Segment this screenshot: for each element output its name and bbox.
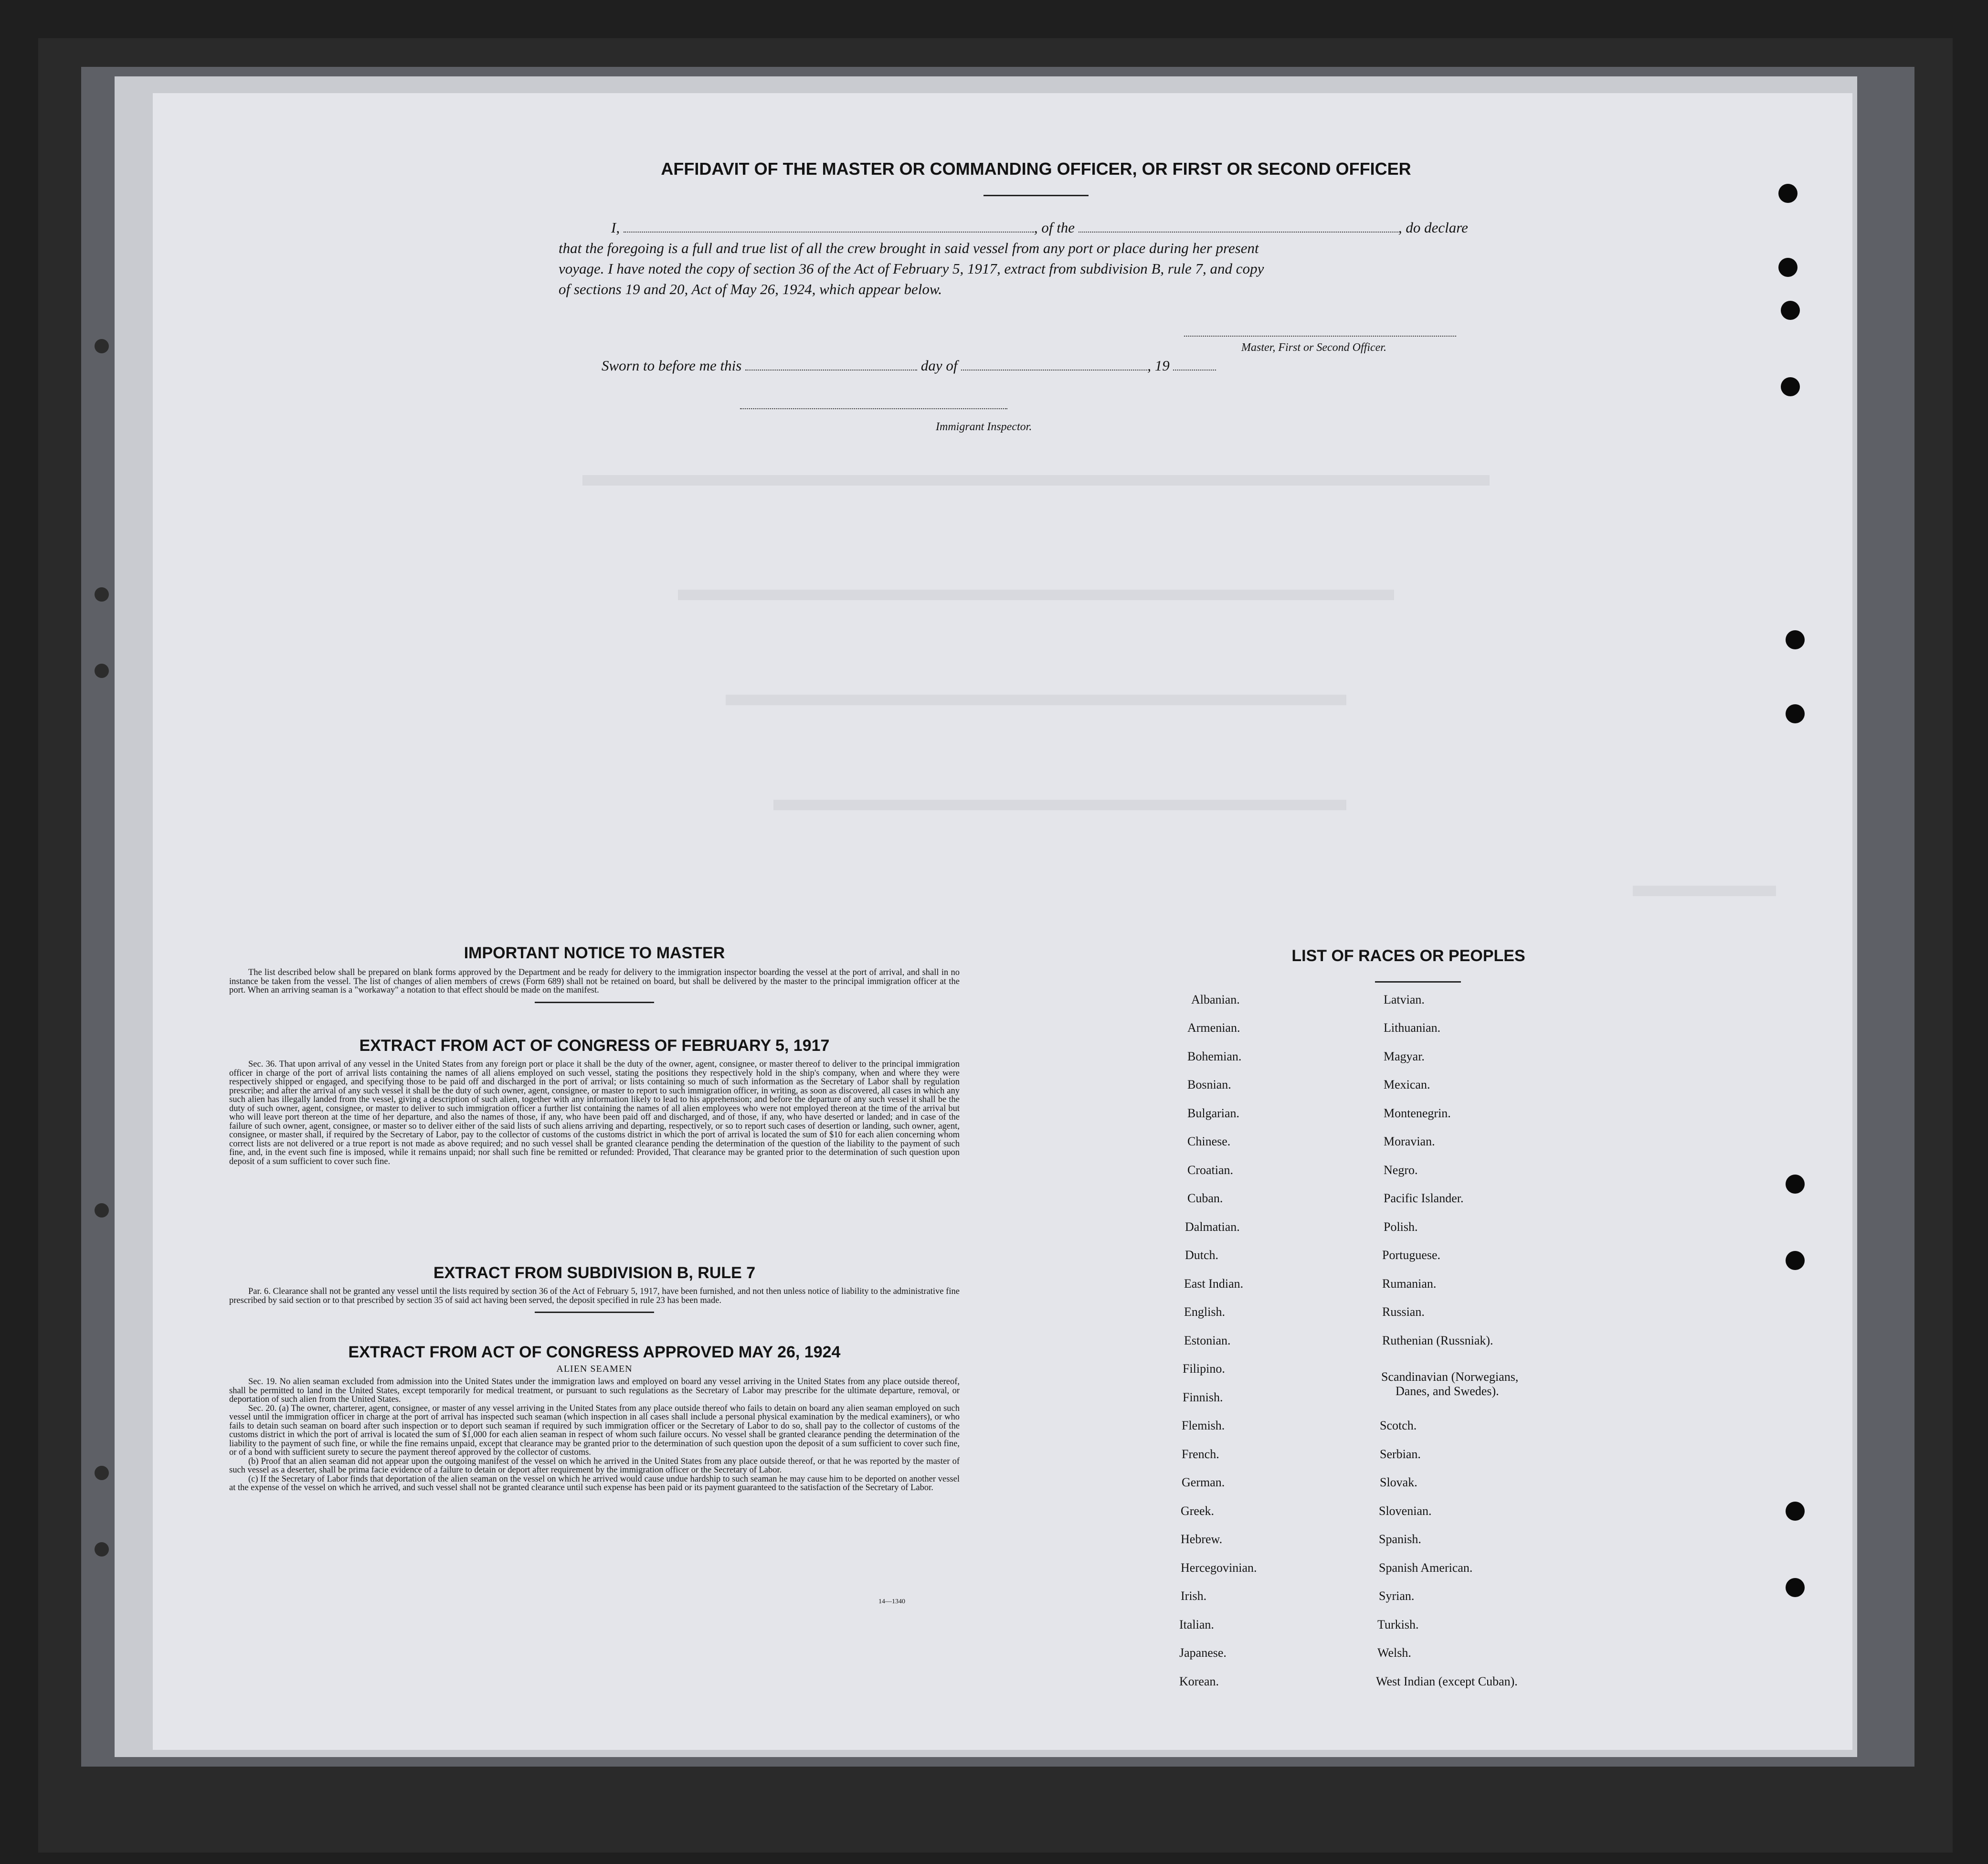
master-signature-label: Master, First or Second Officer. <box>1241 341 1386 354</box>
extract-rule7-title: EXTRACT FROM SUBDIVISION B, RULE 7 <box>433 1264 756 1282</box>
races-divider <box>1375 981 1461 983</box>
race-item: Greek. <box>1181 1504 1215 1518</box>
affidavit-line-4: of sections 19 and 20, Act of May 26, 1924, which appear below. <box>559 281 942 297</box>
race-item: Syrian. <box>1379 1589 1415 1603</box>
notice-body: The list described below shall be prepared on blank forms approved by the Department and be ready for delivery to the immigration inspector boarding the vessel at the port of arrival, and shall in no instance be taken from the vessel. The list of changes of alien members of crews (Form 689) shall not be retained on board, but shall be delivered by the master to the principal immigration officer at the port. When an arriving seaman is a "workaway" a notation to that effect should be made on the manifest. <box>229 968 960 995</box>
bleed-through-text <box>726 695 1346 705</box>
race-item: Ruthenian (Russniak). <box>1382 1334 1493 1347</box>
extract-1924-title: EXTRACT FROM ACT OF CONGRESS APPROVED MAY 26, 1924 <box>348 1343 841 1361</box>
punch-hole <box>1781 301 1800 320</box>
inspector-signature-label: Immigrant Inspector. <box>936 421 1032 433</box>
punch-hole <box>1786 630 1805 649</box>
punch-hole <box>1781 377 1800 396</box>
bleed-through-text <box>1633 886 1776 896</box>
punch-hole <box>1786 1251 1805 1270</box>
race-item: Korean. <box>1179 1674 1219 1688</box>
day-of-label: day of <box>920 357 958 374</box>
affidavit-line-3: voyage. I have noted the copy of section 36 of the Act of February 5, 1917, extract from subdivision B, rule 7, and copy <box>559 260 1264 277</box>
sec-20b-text: (b) Proof that an alien seaman did not appear upon the outgoing manifest of the vessel on which he arrived in the United States from any place outside thereof, or that he was reported by the master of such vessel as a deserter, shall be prima facie evidence of a failure to detain or deport after requirement by the immigration officer or the Secretary of Labor. <box>229 1456 960 1475</box>
race-item: Hebrew. <box>1181 1532 1223 1546</box>
race-item: French. <box>1182 1447 1219 1461</box>
sec-19-text: Sec. 19. No alien seaman excluded from admission into the United States under the immigration laws and employed on board any vessel arriving in the United States from any place outside thereof, shall be permitted to land in the United States, except temporarily for medical treatment, or pursuant to such regulations as the Secretary of Labor may prescribe for the ultimate departure, removal, or deportation of such alien from the United States. <box>229 1377 960 1404</box>
race-item: Armenian. <box>1187 1021 1240 1035</box>
punch-hole <box>1786 1175 1805 1194</box>
race-item: Albanian. <box>1191 993 1240 1006</box>
extract-1917 <box>229 1037 960 1166</box>
affidavit-body <box>559 217 1470 299</box>
race-item: Dalmatian. <box>1185 1220 1240 1234</box>
race-item: Croatian. <box>1187 1163 1234 1177</box>
race-item: Welsh. <box>1377 1646 1411 1660</box>
sec-20c-text: (c) If the Secretary of Labor finds that deportation of the alien seaman on the vessel on which he arrived would cause undue hardship to such seaman he may cause him to be deported on another vessel at the expense of the vessel on which he arrived, and such vessel shall not be granted clearance until such expense has been paid or its payment guaranteed to the satisfaction of the Secretary of Labor. <box>229 1474 960 1493</box>
race-item: Danes, and Swedes). <box>1396 1384 1499 1398</box>
binder-hole <box>95 1542 109 1557</box>
race-item: Scotch. <box>1380 1419 1417 1432</box>
race-item: Lithuanian. <box>1384 1021 1441 1035</box>
binder-hole <box>95 587 109 602</box>
year-prefix: , 19 <box>1147 357 1170 374</box>
sworn-month-field[interactable] <box>961 359 1147 371</box>
race-item: Finnish. <box>1183 1390 1223 1404</box>
race-item: Filipino. <box>1183 1362 1225 1376</box>
binder-hole <box>95 339 109 353</box>
race-item: Rumanian. <box>1382 1277 1437 1291</box>
race-item: West Indian (except Cuban). <box>1376 1674 1518 1688</box>
race-item: Turkish. <box>1377 1618 1419 1631</box>
sworn-day-field[interactable] <box>745 359 917 371</box>
race-item: Estonian. <box>1184 1334 1231 1347</box>
bleed-through-text <box>773 800 1346 810</box>
race-item: Portuguese. <box>1382 1248 1441 1262</box>
race-item: Polish. <box>1384 1220 1418 1234</box>
race-item: Mexican. <box>1384 1078 1430 1091</box>
affidavit-title: AFFIDAVIT OF THE MASTER OR COMMANDING OFFICER, OR FIRST OR SECOND OFFICER <box>661 159 1411 179</box>
race-item: Serbian. <box>1380 1447 1421 1461</box>
race-item: Scandinavian (Norwegians, <box>1381 1370 1519 1384</box>
race-item: Spanish American. <box>1379 1561 1473 1575</box>
section-divider <box>535 1002 654 1003</box>
master-signature-field[interactable] <box>1184 336 1456 337</box>
binder-hole <box>95 1466 109 1480</box>
race-item: English. <box>1184 1305 1225 1319</box>
inspector-signature-field[interactable] <box>740 408 1007 409</box>
affidavit-page <box>153 93 1852 1750</box>
race-item: Bohemian. <box>1187 1049 1242 1063</box>
affidavit-line-2: that the foregoing is a full and true list of all the crew brought in said vessel from any port or place during her present <box>559 240 1259 256</box>
important-notice <box>229 944 960 1003</box>
race-item: Hercegovinian. <box>1181 1561 1257 1575</box>
binder-hole <box>95 664 109 678</box>
race-item: Japanese. <box>1179 1646 1227 1660</box>
extract-1917-title: EXTRACT FROM ACT OF CONGRESS OF FEBRUARY 5, 1917 <box>359 1037 830 1055</box>
punch-hole <box>1786 1502 1805 1521</box>
race-item: Slovak. <box>1380 1475 1417 1489</box>
title-divider <box>983 195 1089 196</box>
sec-20a-text: Sec. 20. (a) The owner, charterer, agent, consignee, or master of any vessel arriving in the United States from any place outside thereof who fails to detain on board any alien seaman employed on such vessel until the immigration officer in charge at the port of arrival has inspected such seaman (which inspection in all cases shall include a personal physical examination by the medical examiners), or who fails to detain such seaman on board after such inspection or to deport such seaman if required by such immigration officer or the Secretary of Labor to do so, shall pay to the collector of customs of the customs district in which the port of arrival is located the sum of $1,000 for each alien seaman in respect of whom such failure occurs. No vessel shall be granted clearance pending the determination of the liability to the payment of such fine, or while the fine remains unpaid, except that clearance may be granted prior to the determination of such question upon the deposit of a sum sufficient to cover such fine, or of a bond with sufficient surety to secure the payment thereof approved by the collector of customs. <box>229 1403 960 1457</box>
vessel-name-field[interactable] <box>1079 221 1398 233</box>
bleed-through-text <box>582 475 1490 486</box>
race-item: Montenegrin. <box>1384 1106 1451 1120</box>
race-item: Irish. <box>1181 1589 1207 1603</box>
race-item: Latvian. <box>1384 993 1425 1006</box>
race-item: Slovenian. <box>1379 1504 1432 1518</box>
section-divider <box>535 1312 654 1313</box>
of-the-label: , of the <box>1034 219 1075 236</box>
punch-hole <box>1778 258 1798 277</box>
race-item: Flemish. <box>1182 1419 1225 1432</box>
race-item: Bulgarian. <box>1187 1106 1240 1120</box>
extract-rule7-body: Par. 6. Clearance shall not be granted any vessel until the lists required by section 36 of the Act of February 5, 1917, have been furnished, and not then unless notice of liability to the administrative fine prescribed by said section or to that prescribed by section 35 of said act having been served, the deposit specified in rule 23 has been made. <box>229 1287 960 1305</box>
officer-name-field[interactable] <box>624 221 1034 233</box>
race-item: Bosnian. <box>1187 1078 1231 1091</box>
race-item: Moravian. <box>1384 1134 1435 1148</box>
sworn-label: Sworn to before me this <box>602 357 742 374</box>
race-item: Dutch. <box>1185 1248 1219 1262</box>
sworn-line <box>602 357 1174 374</box>
race-item: Negro. <box>1384 1163 1418 1177</box>
race-item: German. <box>1182 1475 1225 1489</box>
punch-hole <box>1786 1578 1805 1597</box>
bleed-through-text <box>678 590 1394 600</box>
affidavit-line-1 <box>559 217 1470 238</box>
extract-1924-subtitle: ALIEN SEAMEN <box>556 1364 633 1374</box>
extract-1924 <box>229 1343 960 1493</box>
race-item: East Indian. <box>1184 1277 1244 1291</box>
race-item: Cuban. <box>1187 1191 1223 1205</box>
punch-hole <box>1786 704 1805 723</box>
extract-1917-body: Sec. 36. That upon arrival of any vessel in the United States from any foreign port or place it shall be the duty of the owner, agent, consignee, or master thereof to deliver to the principal immigration officer in charge of the port of arrival lists containing the names of all aliens employed on such vessel, stating the positions they respectively hold in the ship's company, when and where they were respectively shipped or engaged, and specifying those to be paid off and discharged in the port of arrival; or lists containing so much of such information as the Secretary of Labor shall by regulation prescribe; and after the arrival of any such vessel it shall be the duty of such owner, agent, consignee, or master to report to such immigration officer, in writing, as soon as discovered, all cases in which any such alien has illegally landed from the vessel, giving a description of such alien, together with any information likely to lead to his apprehension; and before the departure of any such vessel it shall be the duty of such owner, agent, consignee, or master to deliver to such immigration officer a further list containing the names of all alien employees who were not employed thereon at the time of the arrival but who will leave port thereon at the time of her departure, and also the names of those, if any, who have been paid off and discharged, and of those, if any, who have deserted or landed; and in case of the failure of such owner, agent, consignee, or master so to deliver either of the said lists of such aliens arriving and departing, respectively, or so to report such cases of desertion or landing, such owner, agent, consignee, or master shall, if required by the Secretary of Labor, pay to the collector of customs of the customs district in which the port of arrival is located the sum of $10 for each alien concerning whom correct lists are not delivered or a true report is not made as above required; and no such vessel shall be granted clearance pending the determination of the question of the liability to the payment of such fine, and, in the event such fine is imposed, while it remains unpaid; nor shall such fine be remitted or refunded: Provided, That clearance may be granted prior to the determination of such question upon deposit of a sum sufficient to cover such fine. <box>229 1059 960 1166</box>
extract-rule7 <box>229 1264 960 1313</box>
race-item: Pacific Islander. <box>1384 1191 1464 1205</box>
race-item: Magyar. <box>1384 1049 1425 1063</box>
races-title: LIST OF RACES OR PEOPLES <box>1291 947 1525 965</box>
race-item: Spanish. <box>1379 1532 1421 1546</box>
form-number: 14—1340 <box>878 1598 905 1605</box>
punch-hole <box>1778 184 1798 203</box>
notice-title: IMPORTANT NOTICE TO MASTER <box>464 944 725 962</box>
race-item: Chinese. <box>1187 1134 1231 1148</box>
do-declare-label: , do declare <box>1398 219 1468 236</box>
i-label: I, <box>611 219 620 236</box>
sworn-year-field[interactable] <box>1173 359 1216 371</box>
race-item: Russian. <box>1382 1305 1425 1319</box>
binder-hole <box>95 1203 109 1218</box>
race-item: Italian. <box>1179 1618 1214 1631</box>
